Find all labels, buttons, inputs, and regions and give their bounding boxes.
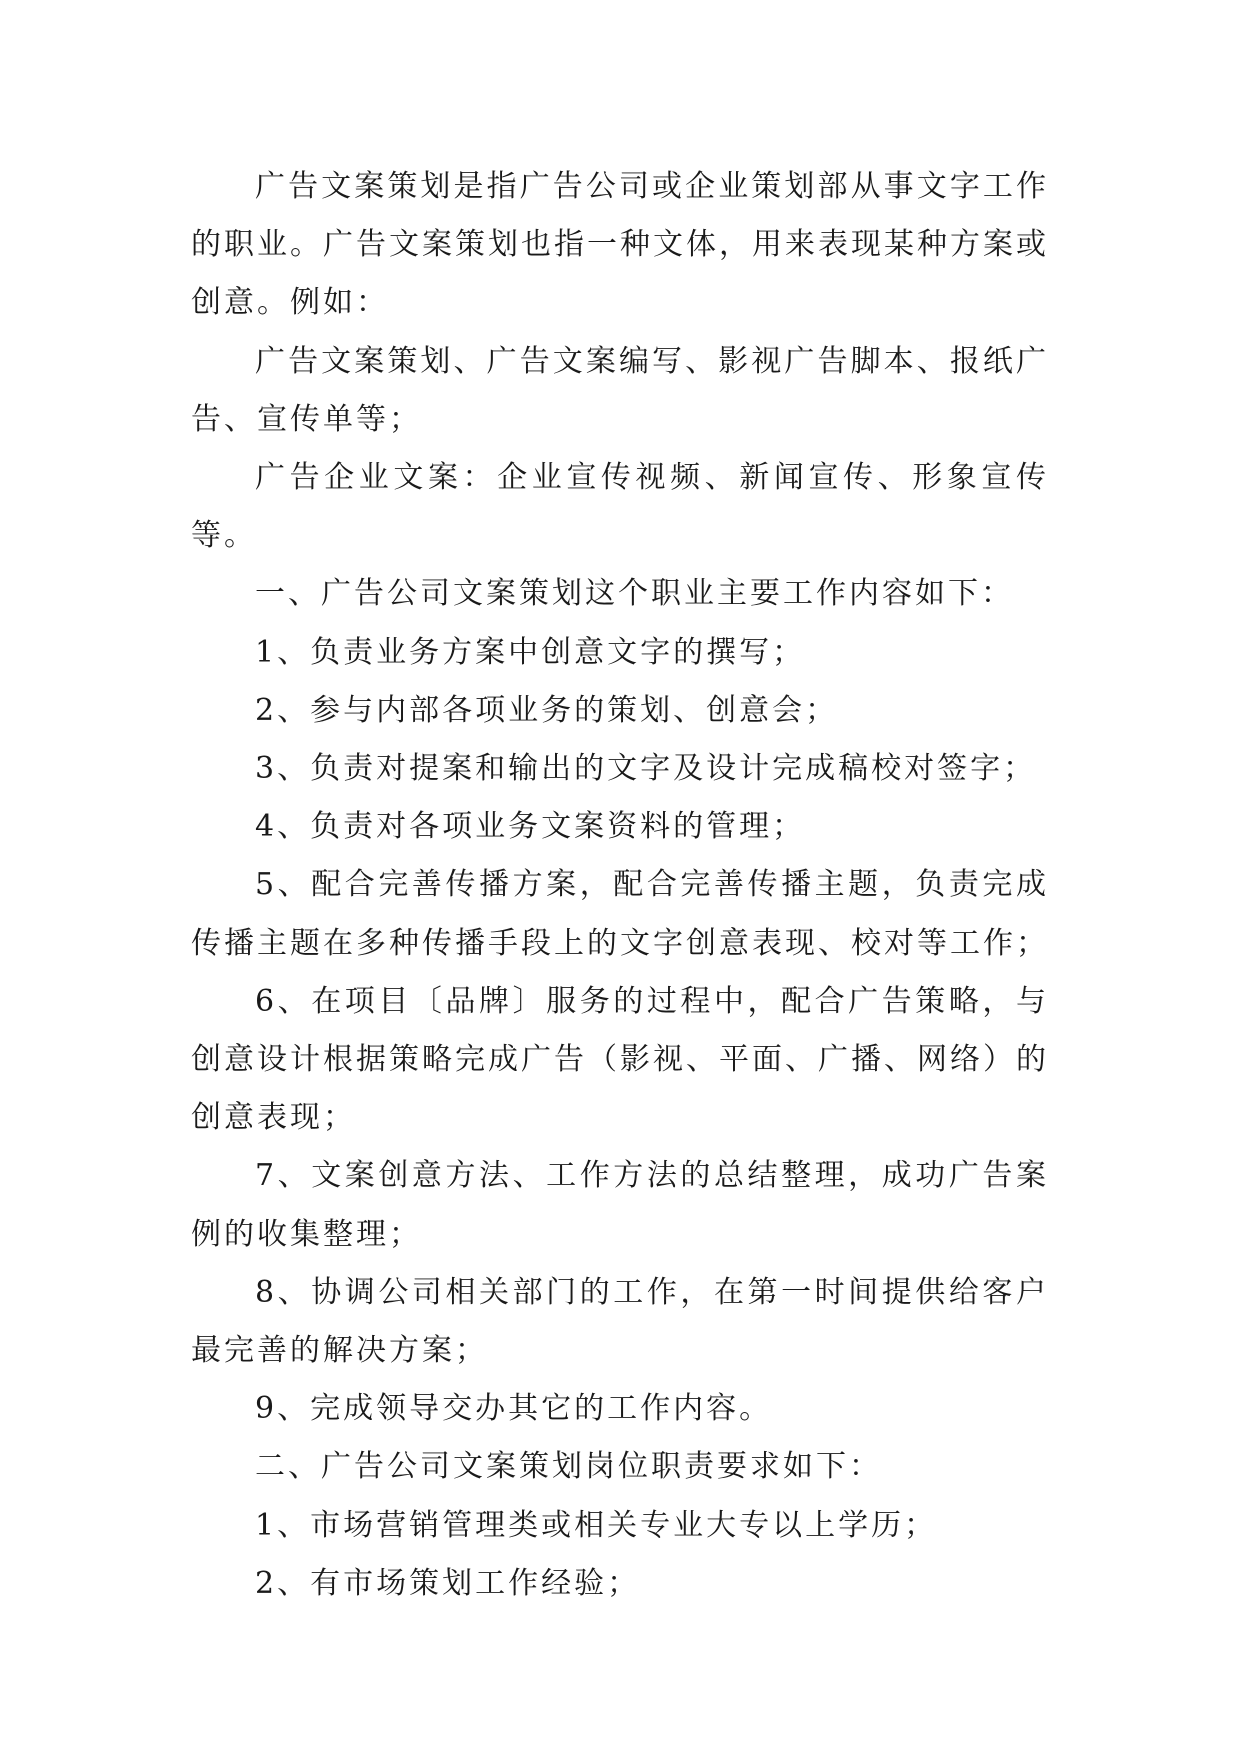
paragraph-examples: 广告文案策划、广告文案编写、影视广告脚本、报纸广告、宣传单等； [191, 343, 1049, 437]
list-item: 4、负责对各项业务文案资料的管理； [255, 809, 806, 845]
document-body [191, 158, 1049, 1613]
paragraph-enterprise-copy: 广告企业文案：企业宣传视频、新闻宣传、形象宣传等。 [191, 460, 1049, 554]
list-item: 8、协调公司相关部门的工作，在第一时间提供给客户最完善的解决方案； [191, 1274, 1049, 1369]
list-item: 1、市场营销管理类或相关专业大专以上学历； [255, 1507, 938, 1543]
section-heading-duties: 一、广告公司文案策划这个职业主要工作内容如下： [255, 576, 1014, 612]
section-heading-requirements: 二、广告公司文案策划岗位职责要求如下： [255, 1449, 882, 1485]
list-item: 6、在项目〔品牌〕服务的过程中，配合广告策略，与创意设计根据策略完成广告（影视、平面、广播、网络）的创意表现； [191, 983, 1049, 1136]
list-item: 2、有市场策划工作经验； [255, 1565, 641, 1601]
list-item: 9、完成领导交办其它的工作内容。 [255, 1391, 773, 1427]
list-item: 7、文案创意方法、工作方法的总结整理，成功广告案例的收集整理； [191, 1158, 1049, 1252]
list-item: 5、配合完善传播方案，配合完善传播主题，负责完成传播主题在多种传播手段上的文字创意表现、校对等工作； [191, 867, 1049, 961]
list-item: 3、负责对提案和输出的文字及设计完成稿校对签字； [255, 751, 1037, 787]
list-item: 1、负责业务方案中创意文字的撰写； [255, 634, 806, 670]
list-item: 2、参与内部各项业务的策划、创意会； [255, 692, 839, 728]
paragraph-intro: 广告文案策划是指广告公司或企业策划部从事文字工作的职业。广告文案策划也指一种文体，用来表现某种方案或创意。例如： [191, 169, 1049, 321]
